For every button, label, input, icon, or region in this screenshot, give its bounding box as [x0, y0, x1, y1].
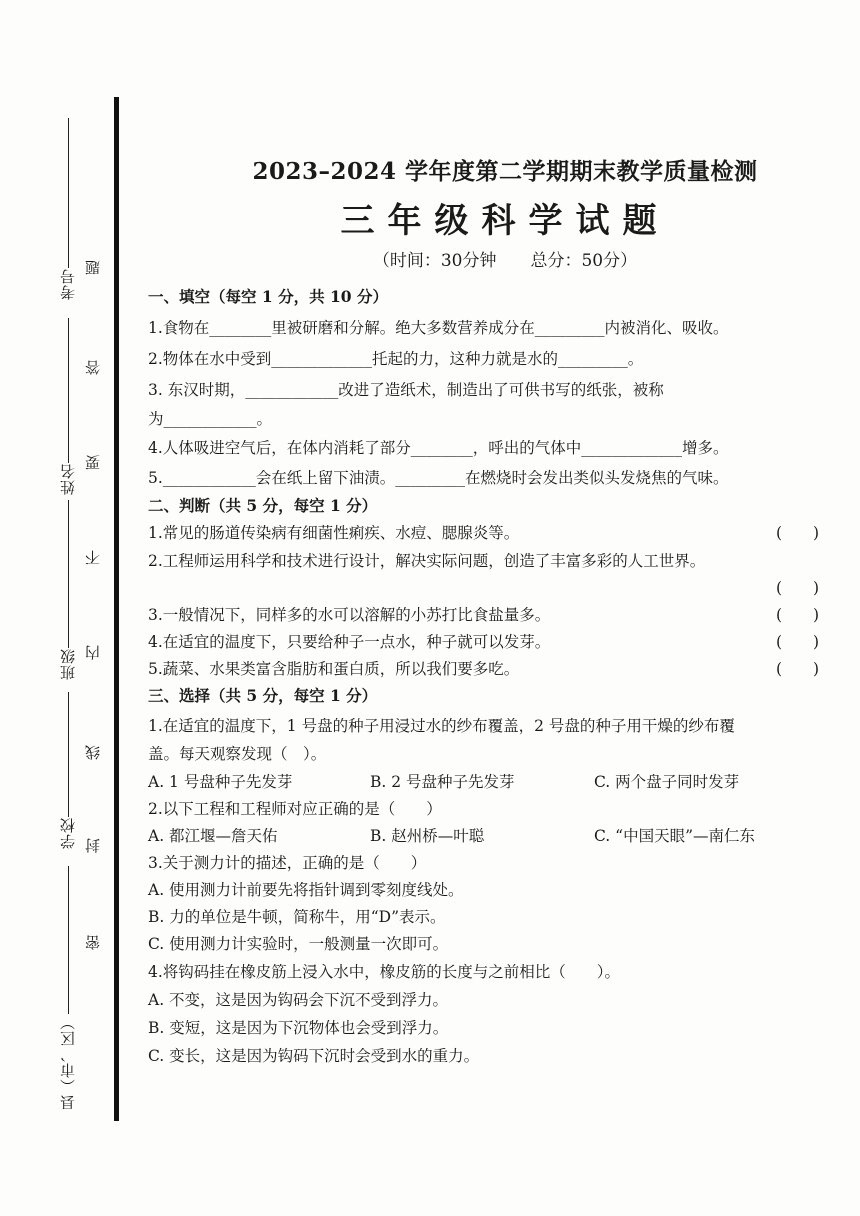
option-a[interactable]: A. 1 号盘种子先发芽	[148, 773, 293, 791]
county-blank[interactable]	[68, 866, 69, 1014]
option-a[interactable]: A. 使用测力计前要先将指针调到零刻度线处。	[148, 881, 464, 899]
exam-title: 2023–2024 学年度第二学期期末教学质量检测	[252, 158, 758, 185]
seal-char: 密	[84, 935, 102, 950]
section2-heading: 二、判断（共 5 分，每空 1 分）	[148, 496, 378, 515]
school-blank[interactable]	[68, 692, 69, 817]
seal-char: 要	[84, 455, 102, 470]
fill-question: 5.____________会在纸上留下油渍。_________在燃烧时会发出类似头发烧焦的气味。	[148, 469, 729, 487]
seal-char: 答	[84, 360, 102, 375]
judge-question: 3.一般情况下，同样多的水可以溶解的小苏打比食盐量多。	[148, 606, 551, 624]
fill-question: 4.人体吸进空气后，在体内消耗了部分________，呼出的气体中_____________增多。	[148, 439, 729, 457]
county-label: 县（市、区）	[58, 1014, 77, 1110]
seal-char: 题	[84, 260, 102, 275]
option-c[interactable]: C. 两个盘子同时发芽	[594, 773, 740, 791]
name-blank[interactable]	[68, 318, 69, 463]
option-c[interactable]: C. 变长，这是因为钩码下沉时会受到水的重力。	[148, 1047, 480, 1065]
exam-number-blank[interactable]	[68, 118, 69, 268]
choice-question: 1.在适宜的温度下，1 号盘的种子用浸过水的纱布覆盖，2 号盘的种子用干燥的纱布覆	[148, 717, 735, 735]
class-label: 班级	[58, 648, 77, 680]
fill-question: 1.食物在________里被研磨和分解。绝大多数营养成分在_________内被消化、吸收。	[148, 319, 729, 337]
binding-divider-line	[114, 97, 119, 1121]
answer-box[interactable]: ( )	[776, 524, 820, 542]
school-label: 学校	[58, 817, 77, 849]
seal-char: 线	[84, 745, 102, 760]
seal-char: 内	[84, 645, 102, 660]
answer-box[interactable]: ( )	[776, 579, 820, 597]
option-b[interactable]: B. 力的单位是牛顿，简称牛，用“D”表示。	[148, 908, 446, 926]
option-a[interactable]: A. 都江堰—詹天佑	[148, 827, 278, 845]
fill-question: 2.物体在水中受到_____________托起的力，这种力就是水的_________。	[148, 350, 644, 368]
option-a[interactable]: A. 不变，这是因为钩码会下沉不受到浮力。	[148, 991, 449, 1009]
answer-box[interactable]: ( )	[776, 660, 820, 678]
answer-box[interactable]: ( )	[776, 606, 820, 624]
judge-question: 2.工程师运用科学和技术进行设计，解决实际问题，创造了丰富多彩的人工世界。	[148, 552, 706, 570]
seal-char: 不	[84, 550, 102, 565]
judge-question: 1.常见的肠道传染病有细菌性痢疾、水痘、腮腺炎等。	[148, 524, 520, 542]
option-c[interactable]: C. “中国天眼”—南仁东	[594, 827, 756, 845]
option-b[interactable]: B. 变短，这是因为下沉物体也会受到浮力。	[148, 1019, 449, 1037]
class-blank[interactable]	[68, 500, 69, 648]
choice-question: 4.将钩码挂在橡皮筋上浸入水中，橡皮筋的长度与之前相比（ ）。	[148, 963, 621, 981]
judge-question: 5.蔬菜、水果类富含脂肪和蛋白质，所以我们要多吃。	[148, 660, 520, 678]
binding-margin	[0, 0, 118, 1216]
exam-meta: （时间：30分钟 总分：50分）	[372, 251, 638, 271]
fill-question-continued: 为____________。	[148, 410, 273, 428]
school-field	[38, 692, 98, 849]
choice-question-continued: 盖。每天观察发现（ ）。	[148, 745, 327, 763]
answer-box[interactable]: ( )	[776, 633, 820, 651]
exam-number-label: 考号	[58, 268, 77, 300]
exam-subtitle: 三年级科学试题	[340, 201, 670, 241]
judge-question: 4.在适宜的温度下，只要给种子一点水，种子就可以发芽。	[148, 633, 551, 651]
option-b[interactable]: B. 赵州桥—叶聪	[370, 827, 485, 845]
choice-question: 3.关于测力计的描述，正确的是（ ）	[148, 854, 427, 872]
choice-question: 2.以下工程和工程师对应正确的是（ ）	[148, 800, 442, 818]
fill-question: 3. 东汉时期，____________改进了造纸术，制造出了可供书写的纸张，被称	[148, 381, 664, 399]
option-b[interactable]: B. 2 号盘种子先发芽	[370, 773, 515, 791]
section3-heading: 三、选择（共 5 分，每空 1 分）	[148, 686, 378, 705]
seal-char: 封	[84, 838, 102, 853]
section1-heading: 一、填空（每空 1 分，共 10 分）	[148, 287, 388, 306]
name-label: 姓名	[58, 463, 77, 495]
option-c[interactable]: C. 使用测力计实验时，一般测量一次即可。	[148, 935, 449, 953]
county-field	[38, 866, 98, 1110]
